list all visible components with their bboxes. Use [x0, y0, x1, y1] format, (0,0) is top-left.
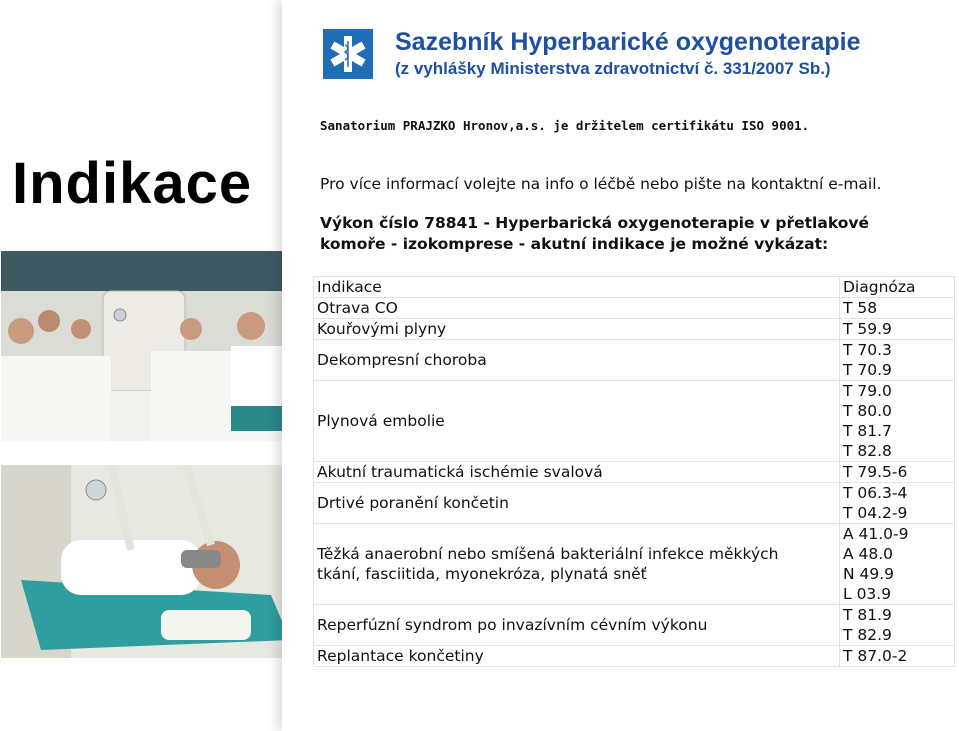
indication-text: Kouřovými plyny — [317, 320, 447, 338]
table-row — [314, 319, 955, 340]
diagnosis-code: T 59.9 — [843, 320, 892, 338]
document-title: Sazebník Hyperbarické oxygenoterapie — [395, 28, 861, 56]
document-subtitle: (z vyhlášky Ministerstva zdravotnictví č. 331/2007 Sb.) — [395, 59, 831, 78]
vykon-line: komoře - izokomprese - akutní indikace je možné vykázat: — [320, 235, 829, 253]
table-header-row — [314, 277, 955, 298]
certificate-text: Sanatorium PRAJZKO Hronov,a.s. je držitelem certifikátu ISO 9001. — [320, 118, 810, 133]
table-row — [314, 646, 955, 667]
diagnosis-cell — [840, 524, 955, 605]
diagnosis-code: T 70.9 — [843, 361, 892, 379]
table-row — [314, 605, 955, 646]
diagnosis-code: T 70.3 — [843, 341, 892, 359]
diagnosis-code: A 41.0-9 — [843, 525, 909, 543]
slide-title: Indikace — [12, 151, 253, 216]
indication-cell — [314, 524, 840, 605]
diagnosis-code: L 03.9 — [843, 585, 892, 603]
diagnosis-code: T 79.5-6 — [843, 463, 908, 481]
table-row — [314, 524, 955, 605]
indication-text: Plynová embolie — [317, 412, 445, 430]
diagnosis-cell — [840, 646, 955, 667]
diagnosis-code: T 81.7 — [843, 422, 892, 440]
diagnosis-code: T 06.3-4 — [843, 484, 908, 502]
diagnosis-cell — [840, 340, 955, 381]
diagnosis-code: T 82.9 — [843, 626, 892, 644]
diagnosis-code: T 04.2-9 — [843, 504, 908, 522]
indication-cell — [314, 646, 840, 667]
indication-text: Replantace končetiny — [317, 647, 484, 665]
indication-text: Dekompresní choroba — [317, 351, 487, 369]
vykon-line: Výkon číslo 78841 - Hyperbarická oxygenoterapie v přetlakové — [320, 214, 869, 232]
indication-text: Těžká anaerobní nebo smíšená bakteriální infekce měkkých — [317, 545, 779, 563]
indication-text: Akutní traumatická ischémie svalová — [317, 463, 603, 481]
indication-cell — [314, 319, 840, 340]
indication-text: Otrava CO — [317, 299, 398, 317]
diagnosis-cell — [840, 605, 955, 646]
indication-cell — [314, 381, 840, 462]
table-row — [314, 340, 955, 381]
diagnosis-code: T 58 — [843, 299, 878, 317]
hyperbaric-chamber-group-photo — [1, 251, 290, 441]
indication-text: tkání, fasciitida, myonekróza, plynatá sněť — [317, 565, 647, 583]
diagnosis-cell — [840, 319, 955, 340]
table-row — [314, 298, 955, 319]
diagnosis-code: N 49.9 — [843, 565, 895, 583]
diagnosis-code: T 80.0 — [843, 402, 892, 420]
diagnosis-code: T 79.0 — [843, 382, 892, 400]
diagnosis-cell — [840, 298, 955, 319]
header-diagnoza: Diagnóza — [840, 277, 955, 298]
indications-table — [313, 276, 955, 667]
table-row — [314, 381, 955, 462]
indication-text: Reperfúzní syndrom po invazívním cévním výkonu — [317, 616, 708, 634]
indication-cell — [314, 605, 840, 646]
indication-text: Drtivé poranění končetin — [317, 494, 509, 512]
table-row — [314, 483, 955, 524]
star-of-life-icon — [323, 29, 373, 79]
indication-cell — [314, 340, 840, 381]
vykon-heading — [320, 213, 950, 255]
diagnosis-cell — [840, 462, 955, 483]
indication-cell — [314, 462, 840, 483]
info-text: Pro více informací volejte na info o léčbě nebo pište na kontaktní e-mail. — [320, 175, 882, 193]
diagnosis-code: T 82.8 — [843, 442, 892, 460]
hyperbaric-chamber-patient-photo — [1, 465, 290, 658]
diagnosis-code: T 81.9 — [843, 606, 892, 624]
diagnosis-cell — [840, 483, 955, 524]
header-indikace: Indikace — [314, 277, 840, 298]
diagnosis-code: T 87.0-2 — [843, 647, 908, 665]
diagnosis-code: A 48.0 — [843, 545, 894, 563]
diagnosis-cell — [840, 381, 955, 462]
indication-cell — [314, 483, 840, 524]
indication-cell — [314, 298, 840, 319]
table-row — [314, 462, 955, 483]
